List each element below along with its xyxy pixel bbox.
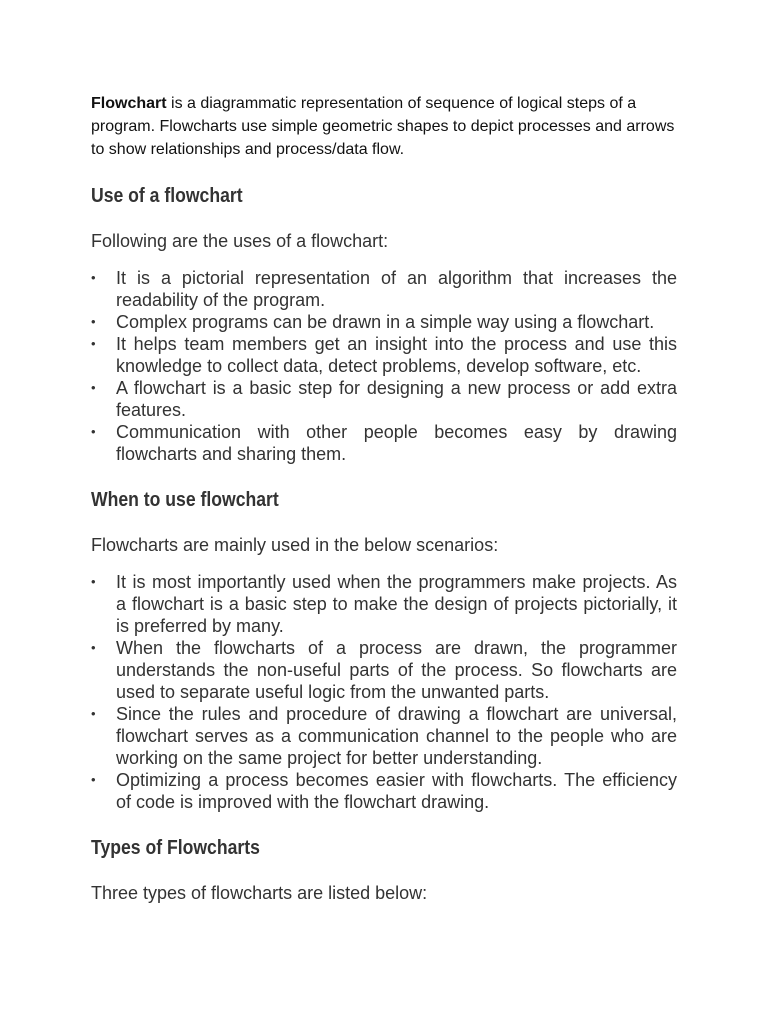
list-item: • It is a pictorial representation of an algorithm that increases the readability of the program. bbox=[91, 267, 677, 311]
section-heading-when: When to use flowchart bbox=[91, 489, 279, 511]
section-heading-use: Use of a flowchart bbox=[91, 185, 243, 207]
section-lead-when: Flowcharts are mainly used in the below scenarios: bbox=[91, 535, 499, 555]
intro-paragraph bbox=[91, 92, 677, 161]
intro-text: is a diagrammatic representation of sequence of logical steps of a program. Flowcharts use simple geometric shapes to depict processes and arrows to show relationships and process/data flow. bbox=[91, 95, 675, 158]
section-heading-types: Types of Flowcharts bbox=[91, 837, 260, 859]
intro-term: Flowchart bbox=[91, 95, 167, 112]
scenarios-list bbox=[91, 571, 677, 813]
list-item: • It is most importantly used when the programmers make projects. As a flowchart is a basic step to make the design of projects pictorially, it is preferred by many. bbox=[91, 571, 677, 637]
document-page bbox=[91, 92, 677, 904]
list-item: • Since the rules and procedure of drawing a flowchart are universal, flowchart serves as a communication channel to the people who are working on the same project for better understanding. bbox=[91, 703, 677, 769]
list-item: • It helps team members get an insight into the process and use this knowledge to collect data, detect problems, develop software, etc. bbox=[91, 333, 677, 377]
list-item: • Optimizing a process becomes easier with flowcharts. The efficiency of code is improved with the flowchart drawing. bbox=[91, 769, 677, 813]
list-item: • A flowchart is a basic step for designing a new process or add extra features. bbox=[91, 377, 677, 421]
list-item: • When the flowcharts of a process are drawn, the programmer understands the non-useful parts of the process. So flowcharts are used to separate useful logic from the unwanted parts. bbox=[91, 637, 677, 703]
list-item: • Complex programs can be drawn in a simple way using a flowchart. bbox=[91, 311, 677, 333]
list-item: • Communication with other people becomes easy by drawing flowcharts and sharing them. bbox=[91, 421, 677, 465]
uses-list bbox=[91, 267, 677, 465]
section-lead-types: Three types of flowcharts are listed below: bbox=[91, 883, 428, 903]
section-lead-use: Following are the uses of a flowchart: bbox=[91, 231, 389, 251]
